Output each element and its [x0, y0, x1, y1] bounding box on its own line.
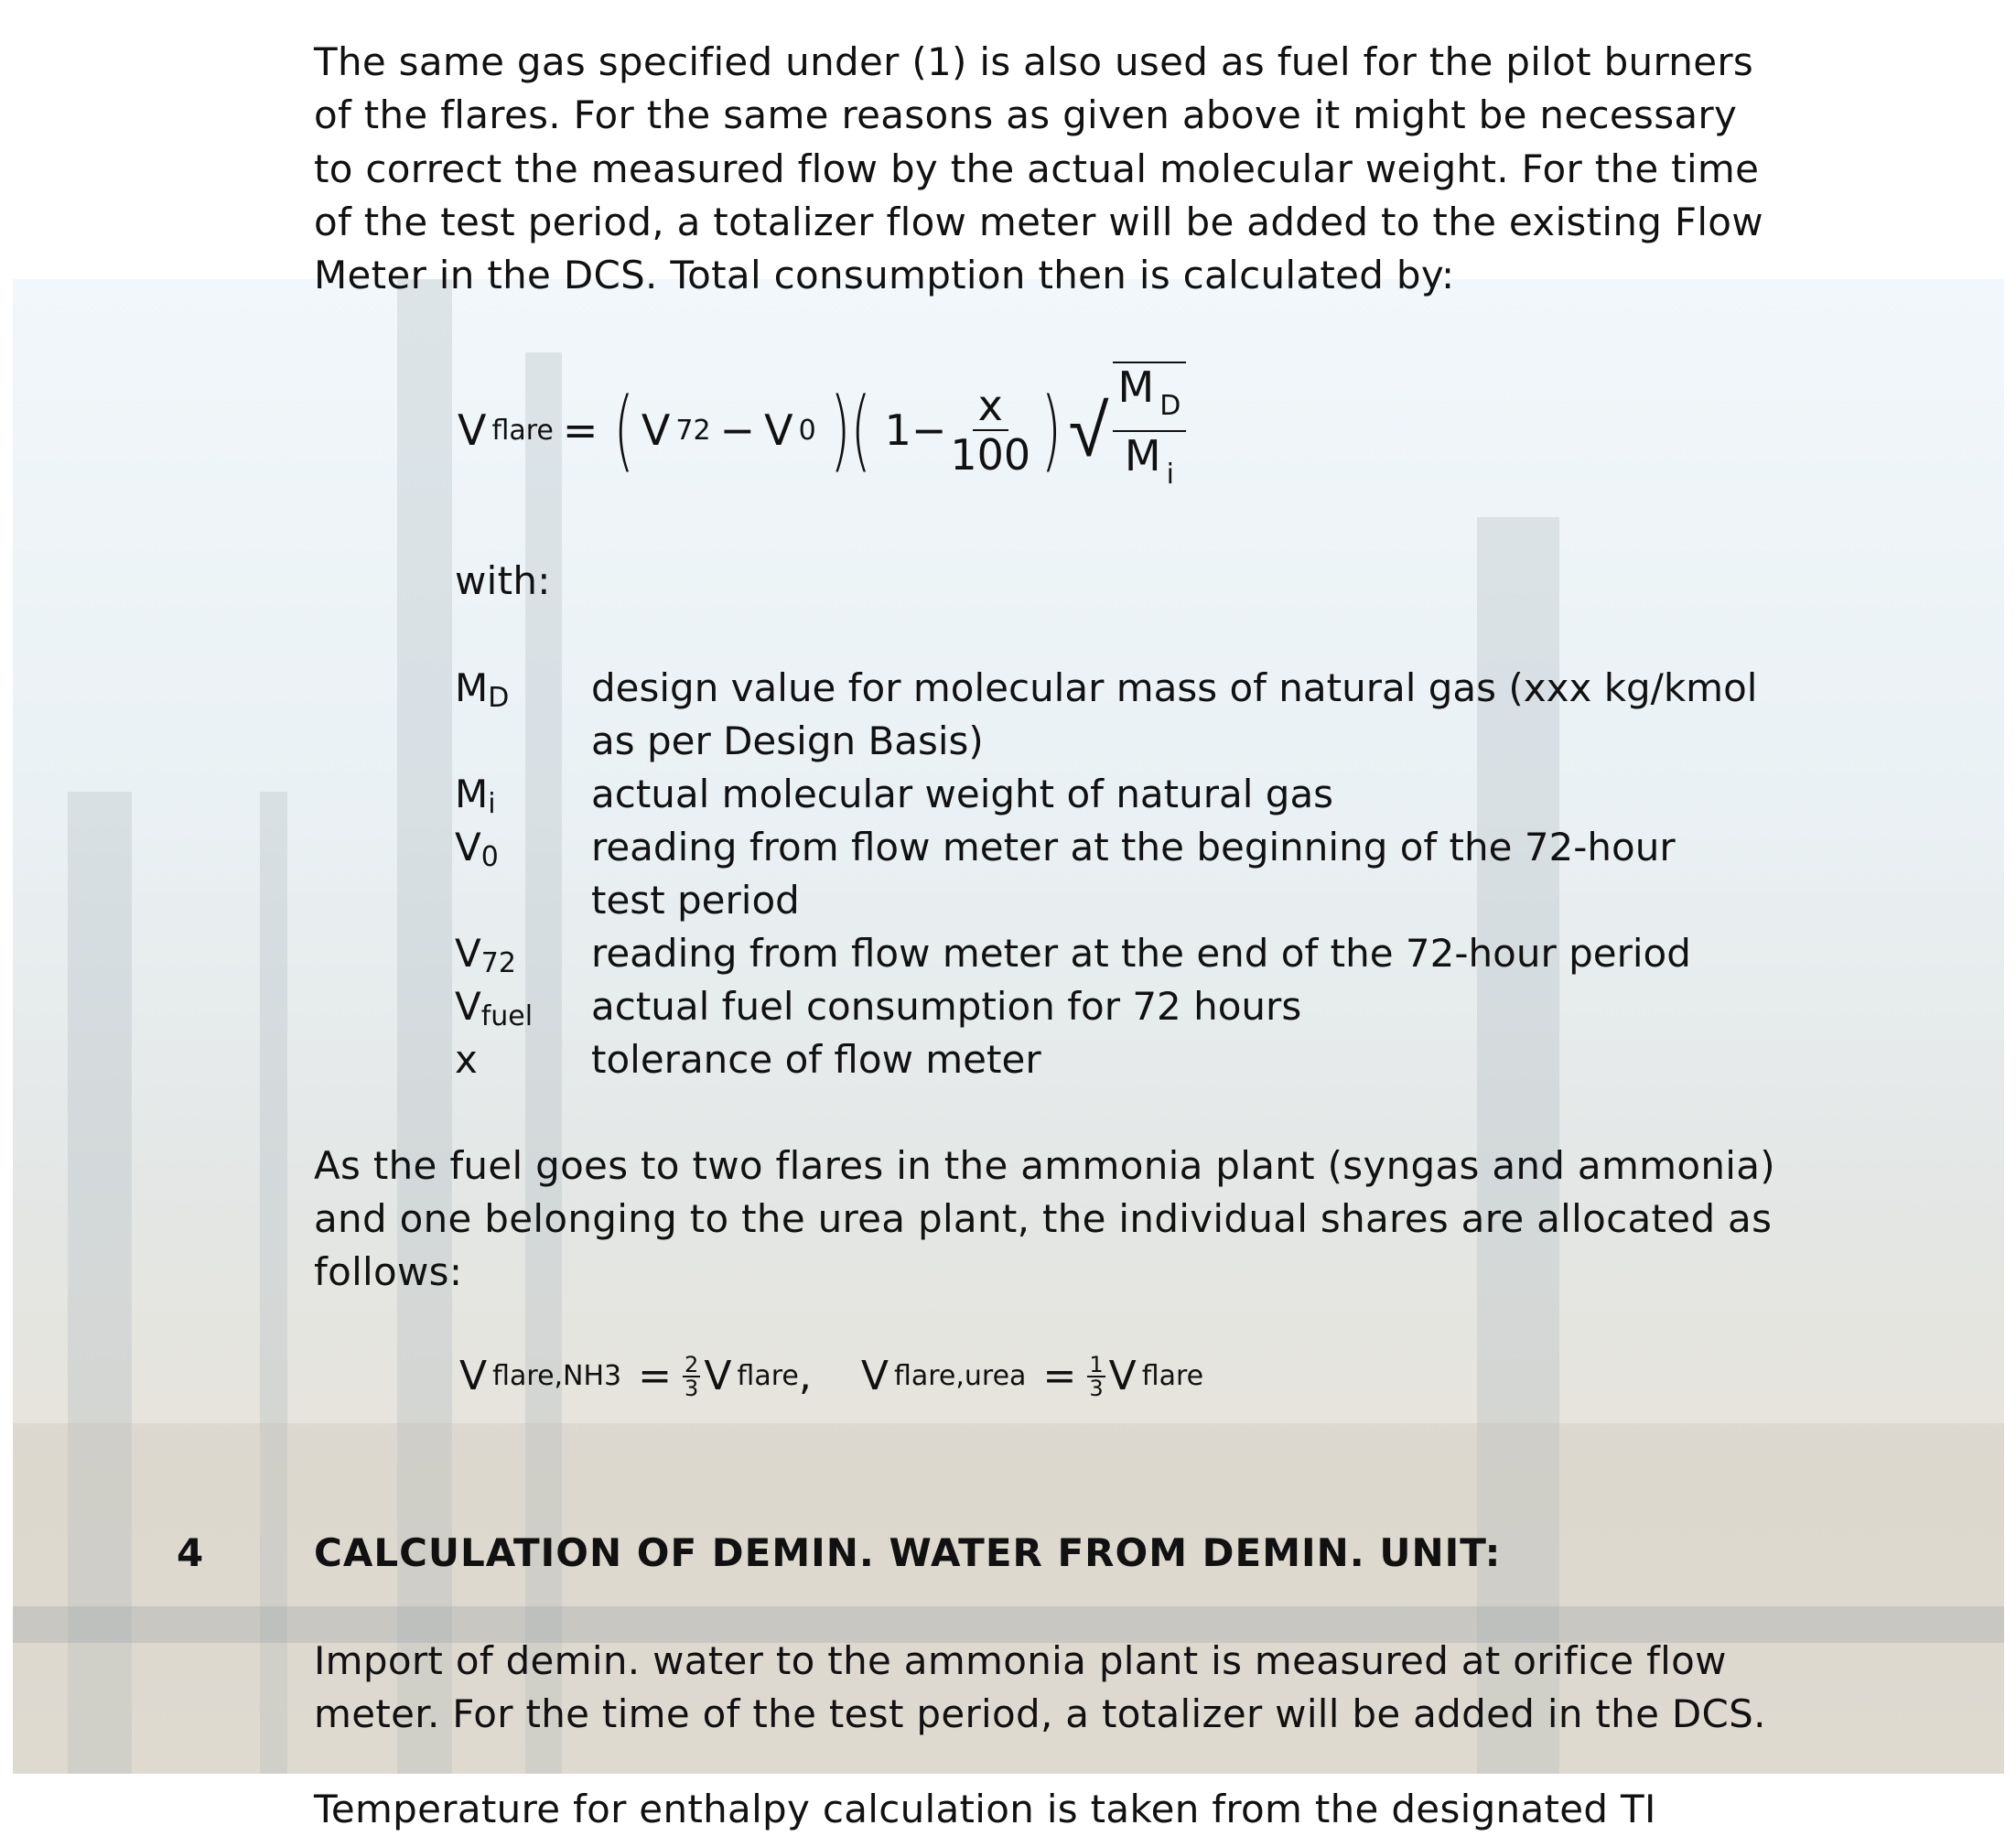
denominator: 3	[685, 1375, 699, 1401]
symbol: x	[455, 1037, 478, 1082]
description: test period	[591, 878, 800, 923]
sub: flare,urea	[893, 1360, 1027, 1392]
description: design value for molecular mass of natural gas (xxx kg/kmol	[591, 665, 1758, 710]
sub: fuel	[480, 1000, 534, 1032]
description: tolerance of flow meter	[591, 1037, 1041, 1082]
sub: i	[1166, 459, 1174, 491]
var: V	[459, 1353, 488, 1399]
numerator: x	[973, 382, 1008, 431]
var: M	[1124, 431, 1161, 481]
description: actual fuel consumption for 72 hours	[591, 984, 1302, 1029]
sub: D	[488, 682, 510, 714]
sub: 72	[480, 947, 516, 979]
text-line: follows:	[314, 1249, 463, 1294]
numerator: 2	[685, 1351, 699, 1377]
sub: flare	[1141, 1360, 1204, 1392]
sub: flare	[491, 414, 554, 447]
symbol: M	[455, 772, 489, 816]
fraction	[950, 382, 1030, 479]
with-label: with:	[455, 558, 551, 603]
sub: i	[488, 788, 496, 820]
equals: =	[1042, 1353, 1077, 1399]
description: reading from flow meter at the beginning of the 72-hour	[591, 825, 1676, 869]
description: actual molecular weight of natural gas	[591, 772, 1334, 816]
text-line: meter. For the time of the test period, a totalizer will be added in the DCS.	[314, 1691, 1766, 1736]
var: V	[458, 405, 487, 455]
text-line: and one belonging to the urea plant, the individual shares are allocated as	[314, 1196, 1773, 1241]
minus: −	[719, 405, 756, 455]
text-line: Temperature for enthalpy calculation is taken from the designated TI	[314, 1787, 1656, 1831]
text-line: of the flares. For the same reasons as given above it might be necessary	[314, 92, 1738, 137]
symbol: V	[455, 984, 481, 1029]
paren: (	[613, 379, 635, 481]
sqrt-icon: √	[1068, 387, 1109, 473]
fraction	[1113, 362, 1187, 499]
var: M	[1117, 362, 1155, 412]
paren: )	[1040, 379, 1062, 481]
formula-v-flare	[458, 362, 1190, 499]
section-number: 4	[177, 1530, 205, 1575]
var: V	[1108, 1353, 1137, 1399]
fraction	[683, 1351, 700, 1401]
symbol: V	[455, 931, 481, 976]
formula-flare-shares	[459, 1353, 1203, 1399]
var: V	[860, 1353, 889, 1399]
text-line: As the fuel goes to two flares in the ammonia plant (syngas and ammonia)	[314, 1143, 1775, 1188]
symbol: M	[455, 665, 489, 710]
sub: D	[1159, 390, 1181, 422]
sub: flare	[737, 1360, 799, 1392]
sub: 0	[480, 841, 499, 873]
numerator: 1	[1089, 1351, 1104, 1377]
equals: =	[638, 1353, 673, 1399]
description: as per Design Basis)	[591, 718, 984, 763]
comma: ,	[798, 1353, 812, 1399]
var: V	[764, 405, 793, 455]
sub: flare,NH3	[492, 1360, 622, 1392]
text-line: Meter in the DCS. Total consumption then is calculated by:	[314, 253, 1455, 297]
denominator: 3	[1089, 1375, 1104, 1401]
text-line: to correct the measured flow by the actual molecular weight. For the time	[314, 146, 1760, 191]
sub: 0	[798, 414, 816, 447]
one-minus: 1−	[884, 405, 947, 455]
var: V	[641, 405, 671, 455]
var: V	[704, 1353, 732, 1399]
denominator: 100	[950, 430, 1031, 480]
equals: =	[562, 405, 598, 455]
text-line: Import of demin. water to the ammonia plant is measured at orifice flow	[314, 1638, 1727, 1683]
fraction	[1087, 1351, 1105, 1401]
symbol: V	[455, 825, 481, 869]
paren: )(	[829, 379, 871, 481]
sub: 72	[675, 414, 711, 447]
section-title: CALCULATION OF DEMIN. WATER FROM DEMIN. UNIT:	[314, 1530, 1502, 1575]
description: reading from flow meter at the end of the 72-hour period	[591, 931, 1691, 976]
text-line: The same gas specified under (1) is also used as fuel for the pilot burners	[314, 39, 1754, 84]
text-line: of the test period, a totalizer flow meter will be added to the existing Flow	[314, 200, 1763, 244]
